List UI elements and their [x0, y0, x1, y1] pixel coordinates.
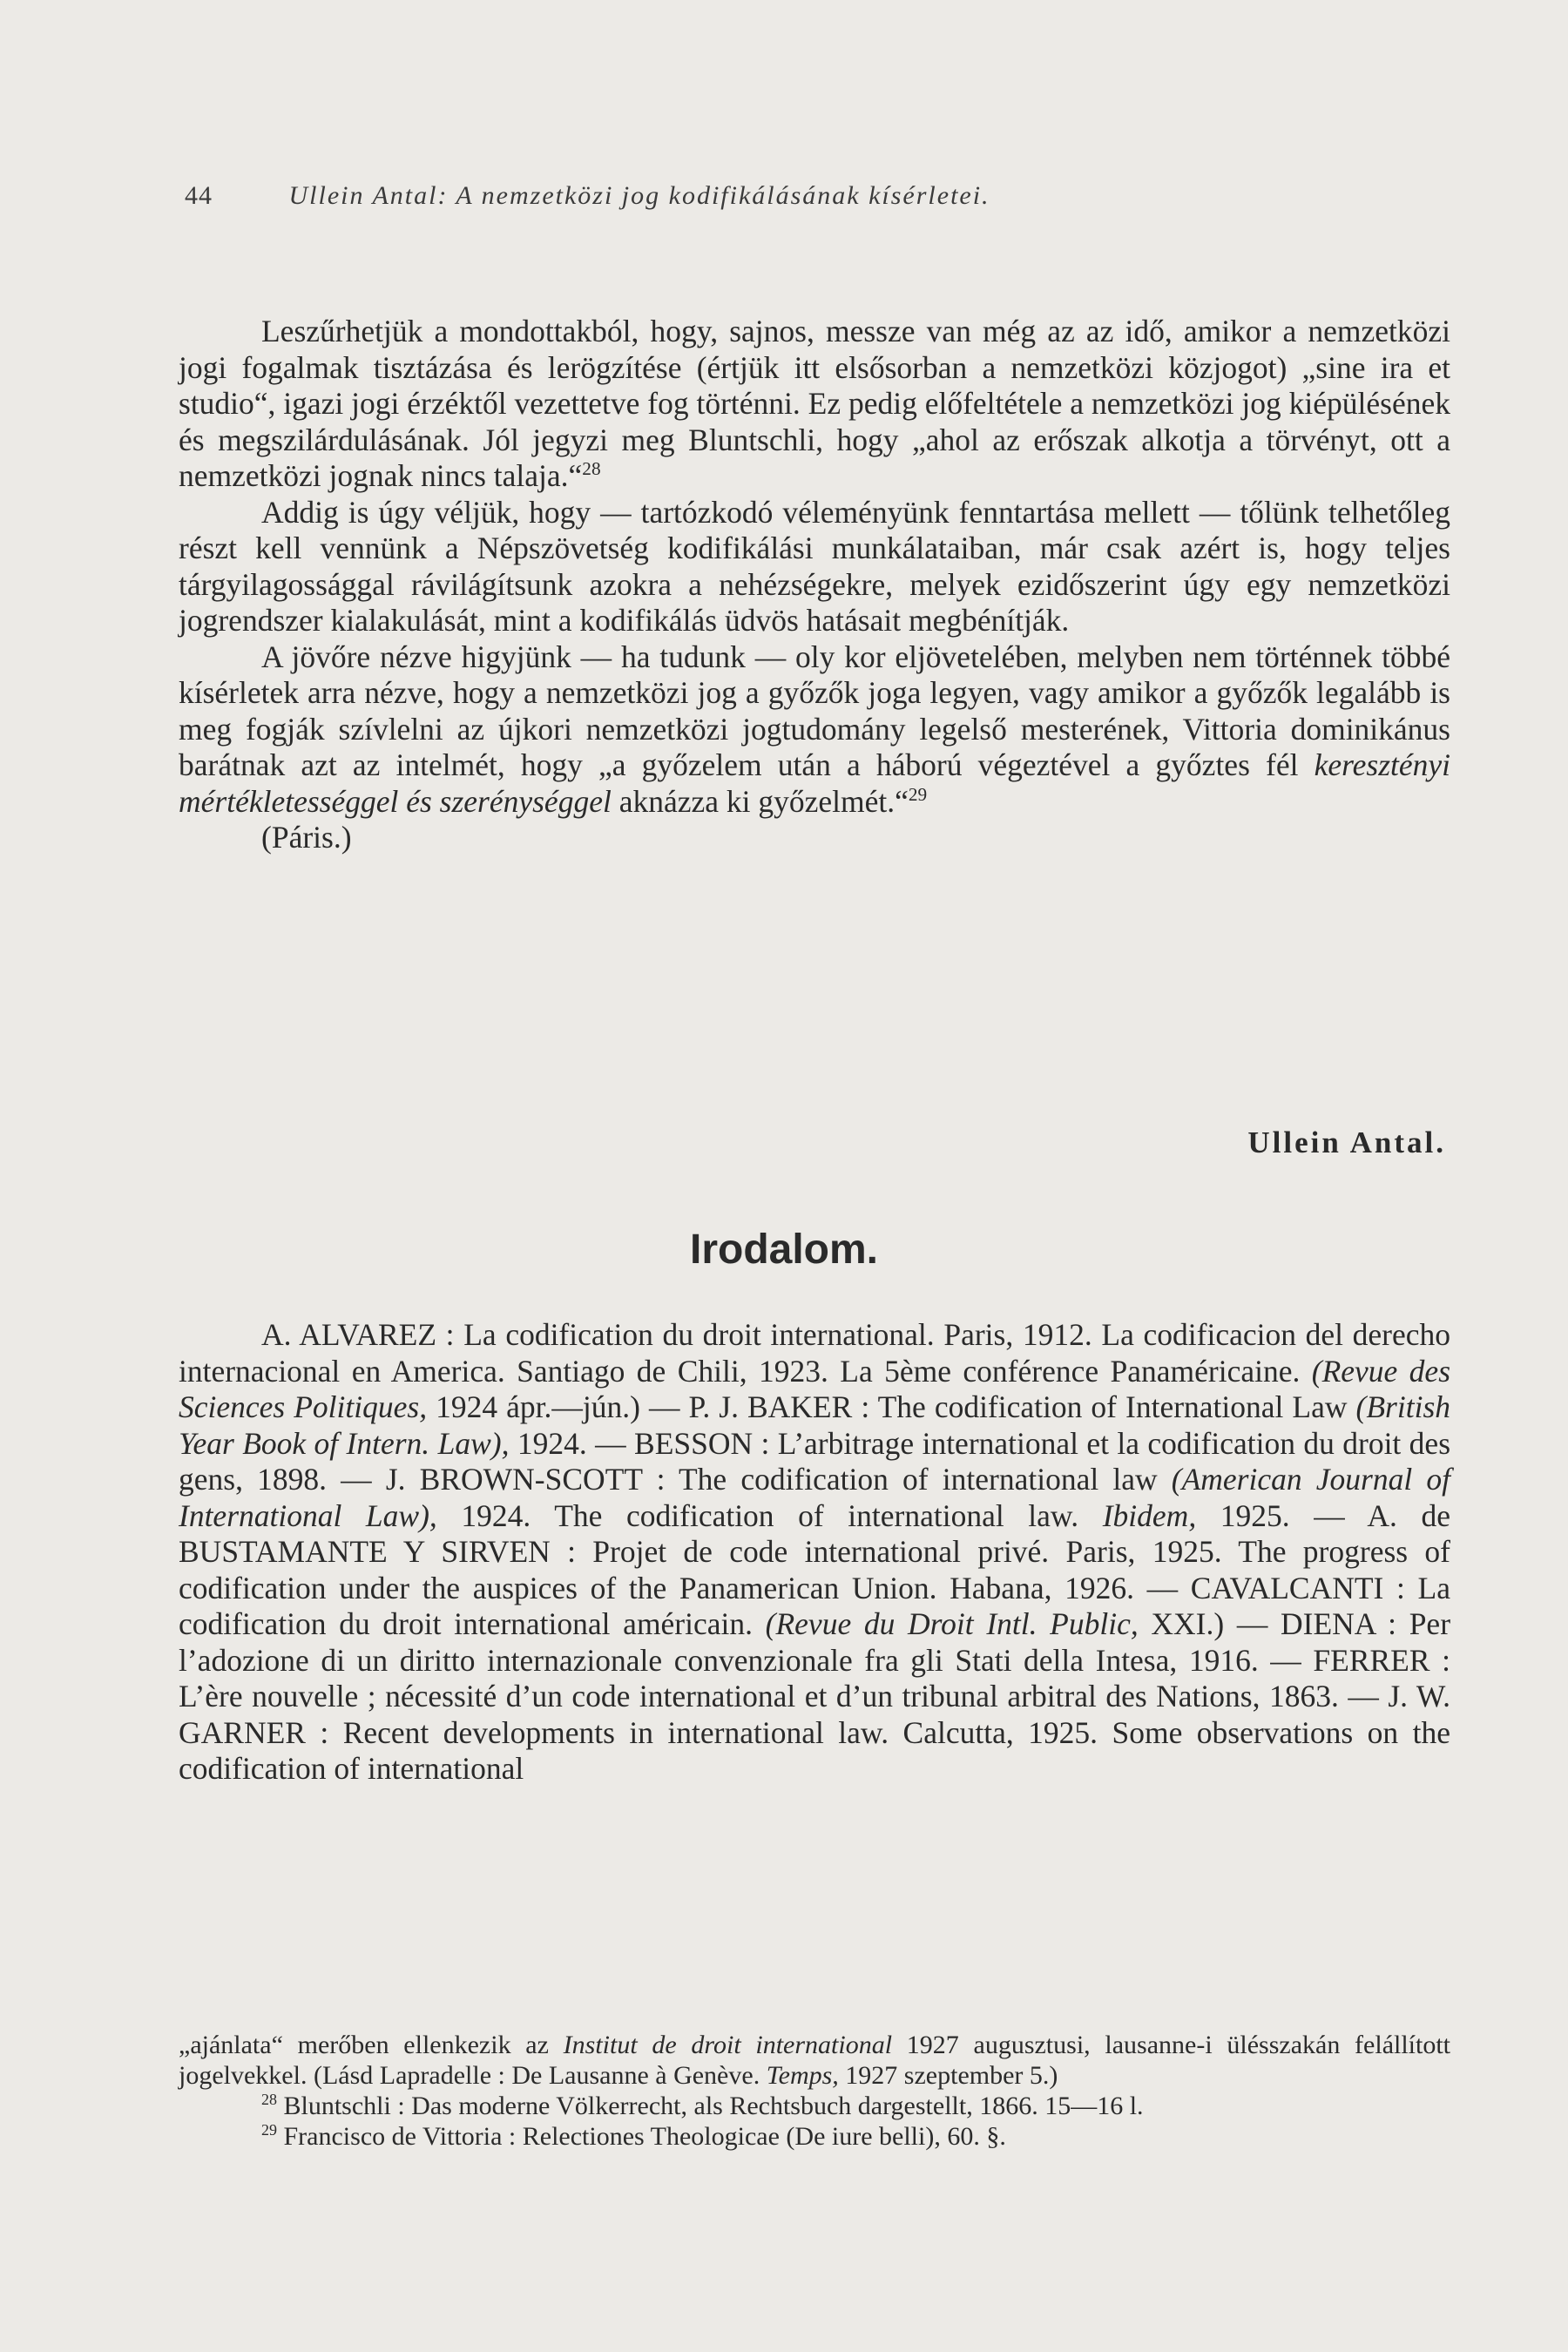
author-signature: Ullein Antal. [1247, 1125, 1446, 1159]
place-note: (Páris.) [261, 820, 352, 855]
footnote-ref-29[interactable]: 29 [908, 783, 928, 805]
paragraph-3: A jövőre nézve higyjünk — ha tudunk — oly kor eljövetelében, melyben nem történnek többé kísérletek arra nézve, hogy a nemzetközi jog a győzők joga legyen, vagy amikor a győzők legalább is meg fogják szívlelni az újkori nemzetközi jogtudomány legelső mesterének, Vittoria dominikánus barátnak azt az intelmét, hogy „a győzelem után a háború végeztével a győztes fél keresztényi mértékletességgel és szerénységgel aknázza ki győzelmét.“$^{29}$ [179, 639, 1450, 819]
section-title: Irodalom. [689, 1227, 879, 1273]
footnote-ref-28[interactable]: 28 [582, 458, 601, 480]
running-header [185, 179, 1448, 213]
bibliography [179, 1317, 1450, 1788]
paragraph-2: Addig is úgy véljük, hogy — tartózkodó véleményünk fenntartása mellett — tőlünk telhetőleg részt kell vennünk a Népszövetség kodifikálási munkálataiban, már csak azért is, hogy teljes tárgyilagossággal rávilágítsunk azokra a nehézségekre, melyek ezidőszerint úgy egy nemzetközi jogrendszer kialakulását, mint a kodifikálás üdvös hatásait megbénítják. [179, 494, 1450, 638]
running-title: Ullein Antal: A nemzetközi jog kodifikálásának kísérletei. [288, 181, 990, 210]
bibliography-paragraph: A. ALVAREZ : La codification du droit international. Paris, 1912. La codificacion del derecho internacional en America. Santiago de Chili, 1923. La 5ème conférence Panaméricaine. (Revue des Sciences Politiques, 1924 ápr.—jún.) — P. J. BAKER : The codification of International Law (British Year Book of Intern. Law), 1924. — BESSON : L’arbitrage international et la codification du droit des gens, 1898. — J. BROWN-SCOTT : The codification of international law (American Journal of International Law), 1924. The codification of international law. Ibidem, 1925. — A. de BUSTAMANTE Y SIRVEN : Projet de code international privé. Paris, 1925. The progress of codification under the auspices of the Panamerican Union. Habana, 1926. — CAVALCANTI : La codification du droit international américain. (Revue du Droit Intl. Public, XXI.) — DIENA : Per l’adozione di un diritto internazionale convenzionale fra gli Stati della Intesa, 1916. — FERRER : L’ère nouvelle ; nécessité d’un code international et d’un tribunal arbitral des Nations, 1863. — J. W. GARNER : Recent developments in international law. Calcutta, 1925. Some observations on the codification of international [179, 1317, 1451, 1786]
footnote-28: $^{28}$ Bluntschli : Das moderne Völkerrecht, als Rechtsbuch dargestellt, 1866. 15—16 l. [261, 2091, 1144, 2120]
footnotes [179, 2030, 1450, 2152]
main-text [179, 314, 1450, 856]
page-number: 44 [185, 181, 213, 210]
italic-quote: keresztényi mértékletességgel és szerénységgel [179, 747, 1450, 819]
footnote-continuation: „ajánlata“ merőben ellenkezik az Institut de droit international 1927 augusztusi, lausanne-i ülésszakán felállított jogelvekkel. (Lásd Lapradelle : De Lausanne à Genève. Temps, 1927 szeptember 5.) [179, 2031, 1451, 2090]
paragraph-1: Leszűrhetjük a mondottakból, hogy, sajnos, messze van még az az idő, amikor a nemzetközi jogi fogalmak tisztázása és lerögzítése (értjük itt elsősorban a nemzetközi közjogot) „sine ira et studio“, igazi jogi érzéktől vezettetve fog történni. Ez pedig előfeltétele a nemzetközi jog kiépülésének és megszilárdulásának. Jól jegyzi meg Bluntschli, hogy „ahol az erőszak alkotja a törvényt, ott a nemzetközi jognak nincs talaja.“$^{28}$ [179, 314, 1450, 493]
footnote-29: $^{29}$ Francisco de Vittoria : Relectiones Theologicae (De iure belli), 60. §. [261, 2121, 1006, 2151]
